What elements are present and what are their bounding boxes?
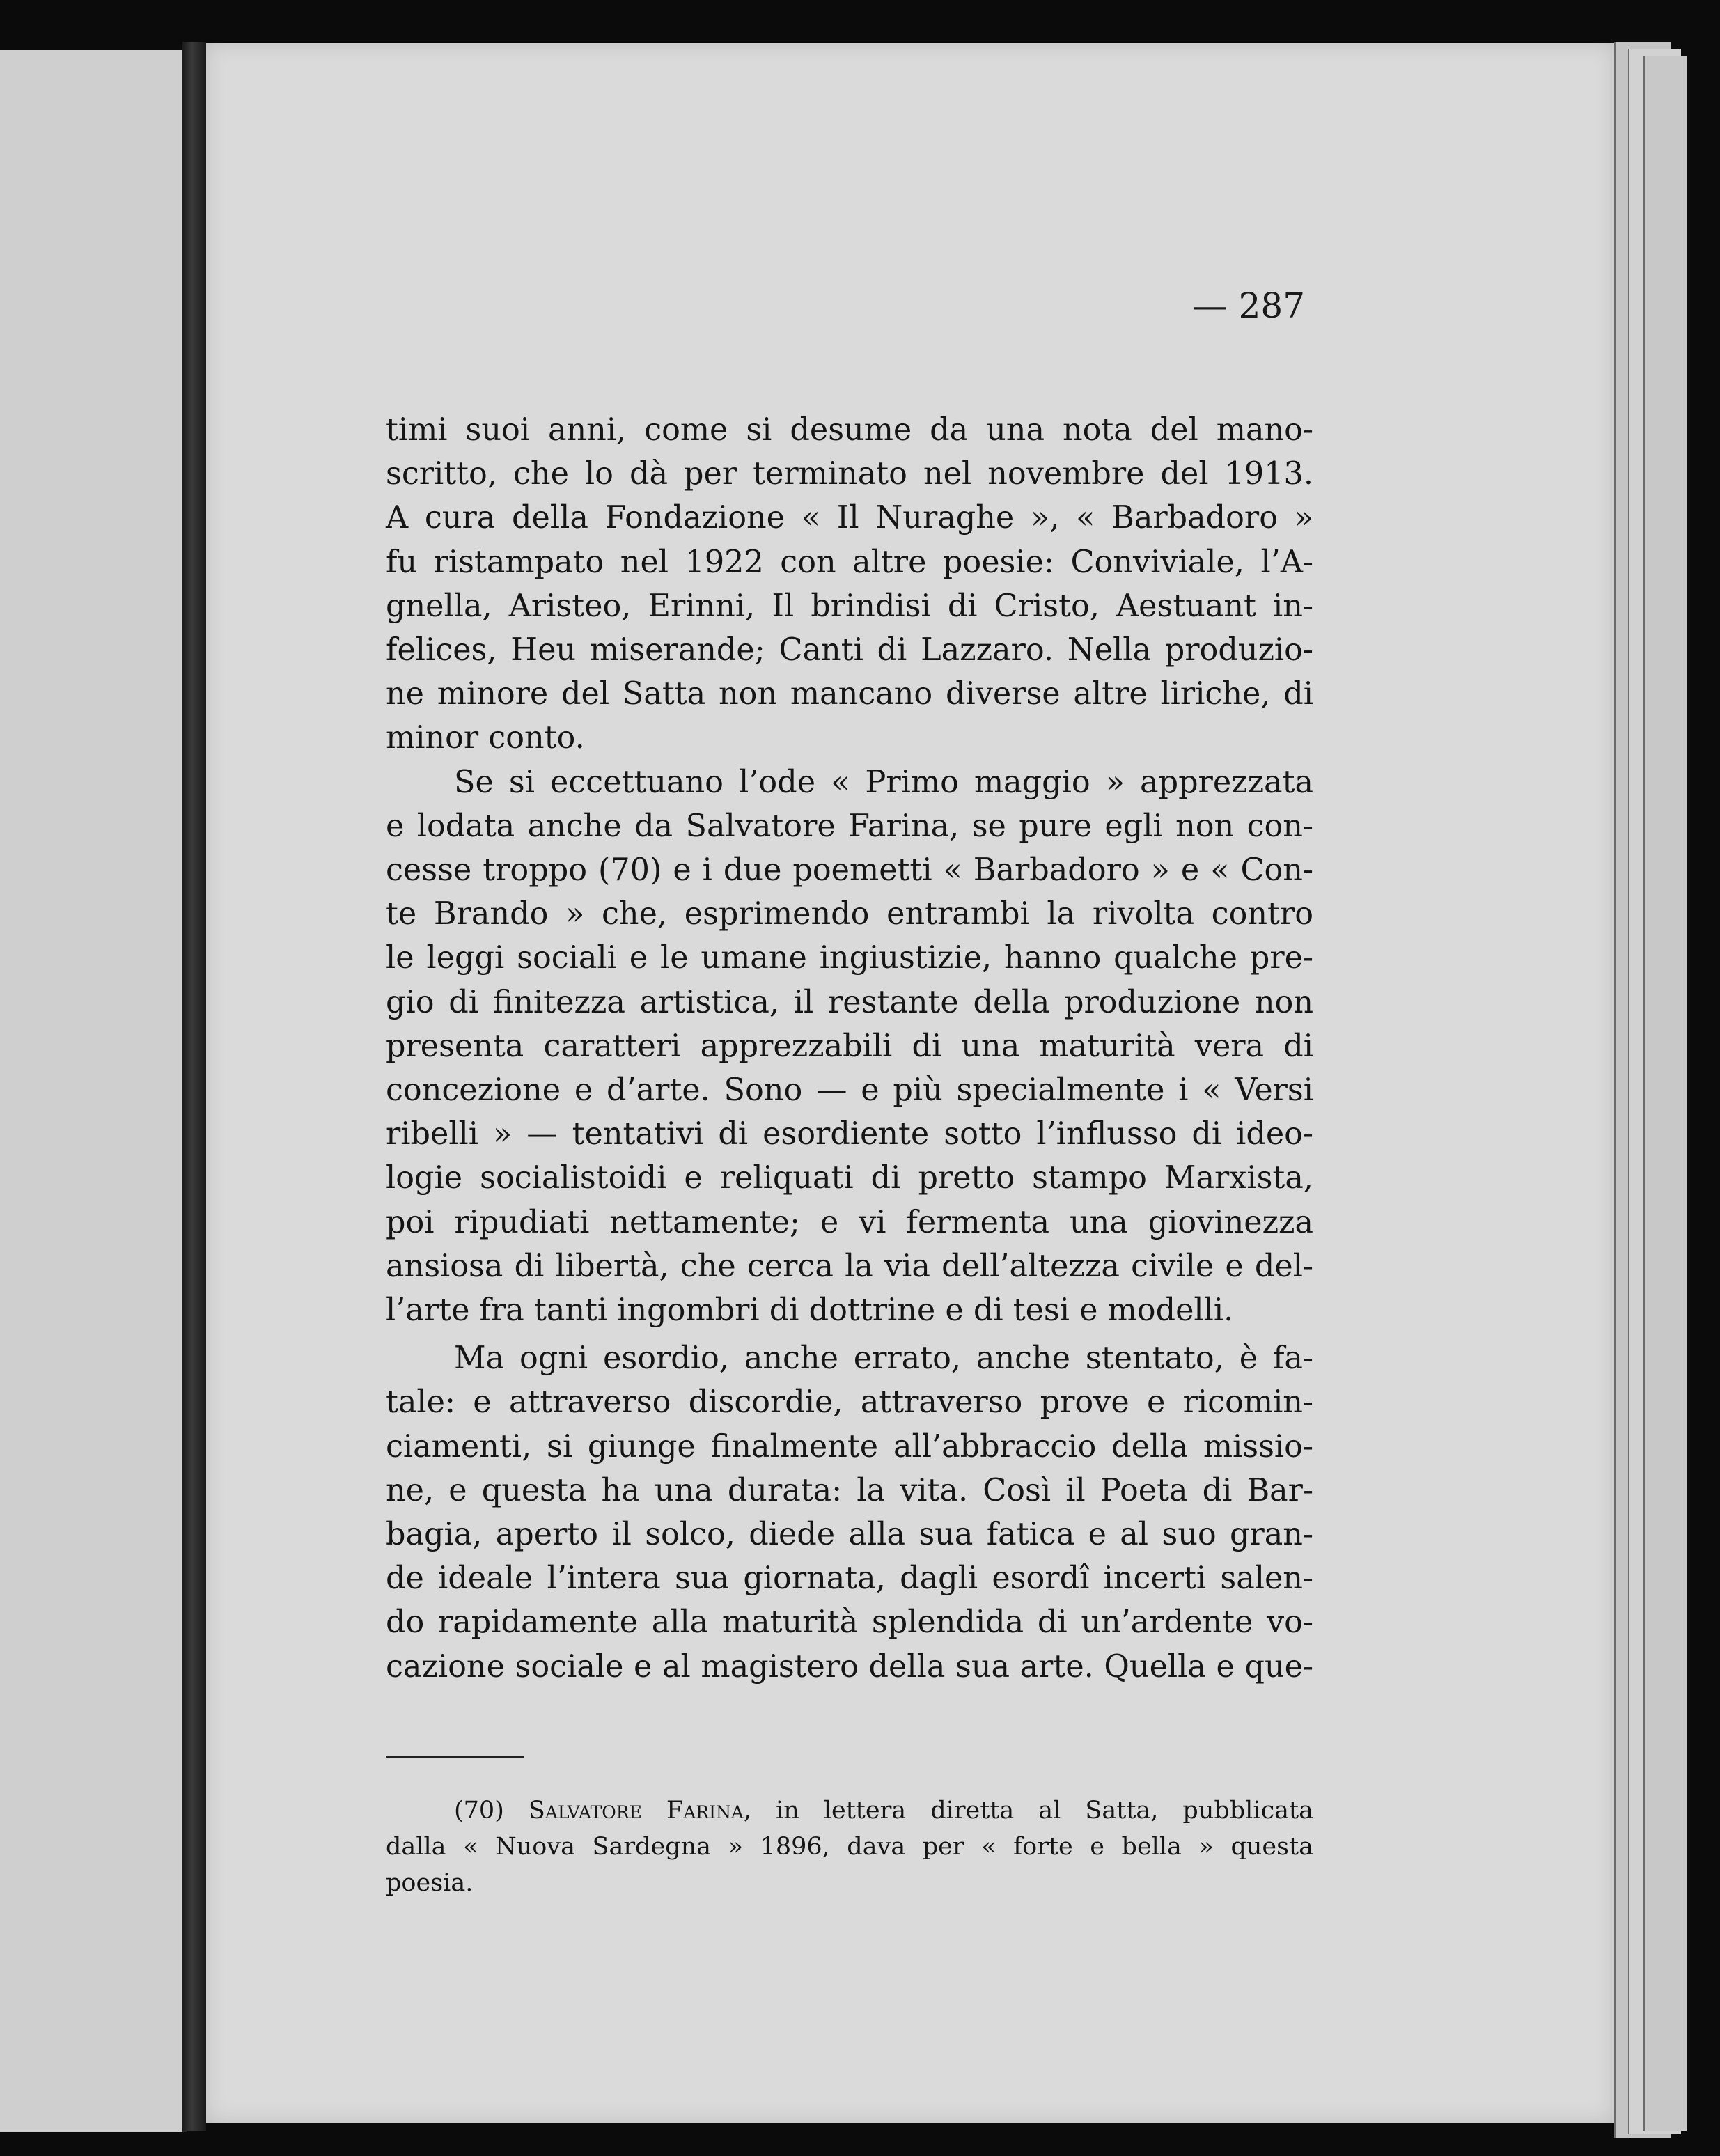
- text-line: gnella, Aristeo, Erinni, Il brindisi di Cristo, Aestuant in-: [386, 588, 1313, 624]
- text-line: ne minore del Satta non mancano diverse altre liriche, di: [386, 676, 1313, 712]
- text-line: gio di finitezza artistica, il restante della produzione non: [386, 984, 1313, 1020]
- footnote-separator: [386, 1756, 524, 1758]
- text-line: ansiosa di libertà, che cerca la via dell’altezza civile e del-: [386, 1248, 1313, 1284]
- footnote-number: (70): [454, 1797, 504, 1825]
- text-line: Se si eccettuano l’ode « Primo maggio » apprezzata: [454, 764, 1313, 800]
- text-line: ciamenti, si giunge finalmente all’abbraccio della missio-: [386, 1428, 1313, 1464]
- text-line: e lodata anche da Salvatore Farina, se pure egli non con-: [386, 808, 1313, 844]
- book-page: [206, 43, 1614, 2123]
- footnote: [386, 1792, 1313, 1901]
- text-line: A cura della Fondazione « Il Nuraghe », « Barbadoro »: [386, 500, 1313, 536]
- text-line: fu ristampato nel 1922 con altre poesie: Conviviale, l’A-: [386, 544, 1313, 580]
- text-line: felices, Heu miserande; Canti di Lazzaro. Nella produzio-: [386, 632, 1313, 669]
- text-line: le leggi sociali e le umane ingiustizie, hanno qualche pre-: [386, 940, 1313, 976]
- text-line: l’arte fra tanti ingombri di dottrine e di tesi e modelli.: [386, 1292, 1234, 1329]
- text-line: scritto, che lo dà per terminato nel novembre del 1913.: [386, 456, 1313, 492]
- footnote-text: in lettera diretta al Satta, pubblicata: [776, 1797, 1313, 1825]
- text-line: tale: e attraverso discordie, attraverso prove e ricomin-: [386, 1384, 1313, 1421]
- text-line: logie socialistoidi e reliquati di pretto stampo Marxista,: [386, 1160, 1313, 1196]
- text-line: ribelli » — tentativi di esordiente sotto l’influsso di ideo-: [386, 1116, 1313, 1153]
- text-line: te Brando » che, esprimendo entrambi la rivolta contro: [386, 896, 1313, 932]
- text-line: concezione e d’arte. Sono — e più specialmente i « Versi: [386, 1072, 1313, 1109]
- text-line: cazione sociale e al magistero della sua arte. Quella e que-: [386, 1648, 1313, 1685]
- text-line: Ma ogni esordio, anche errato, anche stentato, è fa-: [454, 1341, 1313, 1377]
- previous-page-edge: [0, 50, 187, 2132]
- footnote-line: dalla « Nuova Sardegna » 1896, dava per « forte e bella » questa: [386, 1833, 1313, 1861]
- page-number: — 287: [1192, 286, 1305, 326]
- text-line: timi suoi anni, come si desume da una nota del mano-: [386, 412, 1313, 448]
- footnote-line: poesia.: [386, 1869, 474, 1897]
- text-line: bagia, aperto il solco, diede alla sua fatica e al suo gran-: [386, 1517, 1313, 1553]
- text-line: poi ripudiati nettamente; e vi fermenta una giovinezza: [386, 1204, 1313, 1240]
- footnote-author: Salvatore Farina,: [528, 1797, 751, 1825]
- footnote-line: [386, 1792, 1313, 1829]
- body-text: [386, 408, 1313, 1689]
- text-line: presenta caratteri apprezzabili di una maturità vera di: [386, 1028, 1313, 1064]
- book-gutter: [182, 42, 206, 2131]
- page-stack-edge: [1643, 56, 1687, 2131]
- text-line: de ideale l’intera sua giornata, dagli esordî incerti salen-: [386, 1561, 1313, 1597]
- text-line: cesse troppo (70) e i due poemetti « Barbadoro » e « Con-: [386, 852, 1313, 889]
- text-line: do rapidamente alla maturità splendida di un’ardente vo-: [386, 1604, 1313, 1641]
- text-line: minor conto.: [386, 720, 585, 756]
- text-line: ne, e questa ha una durata: la vita. Così il Poeta di Bar-: [386, 1472, 1313, 1508]
